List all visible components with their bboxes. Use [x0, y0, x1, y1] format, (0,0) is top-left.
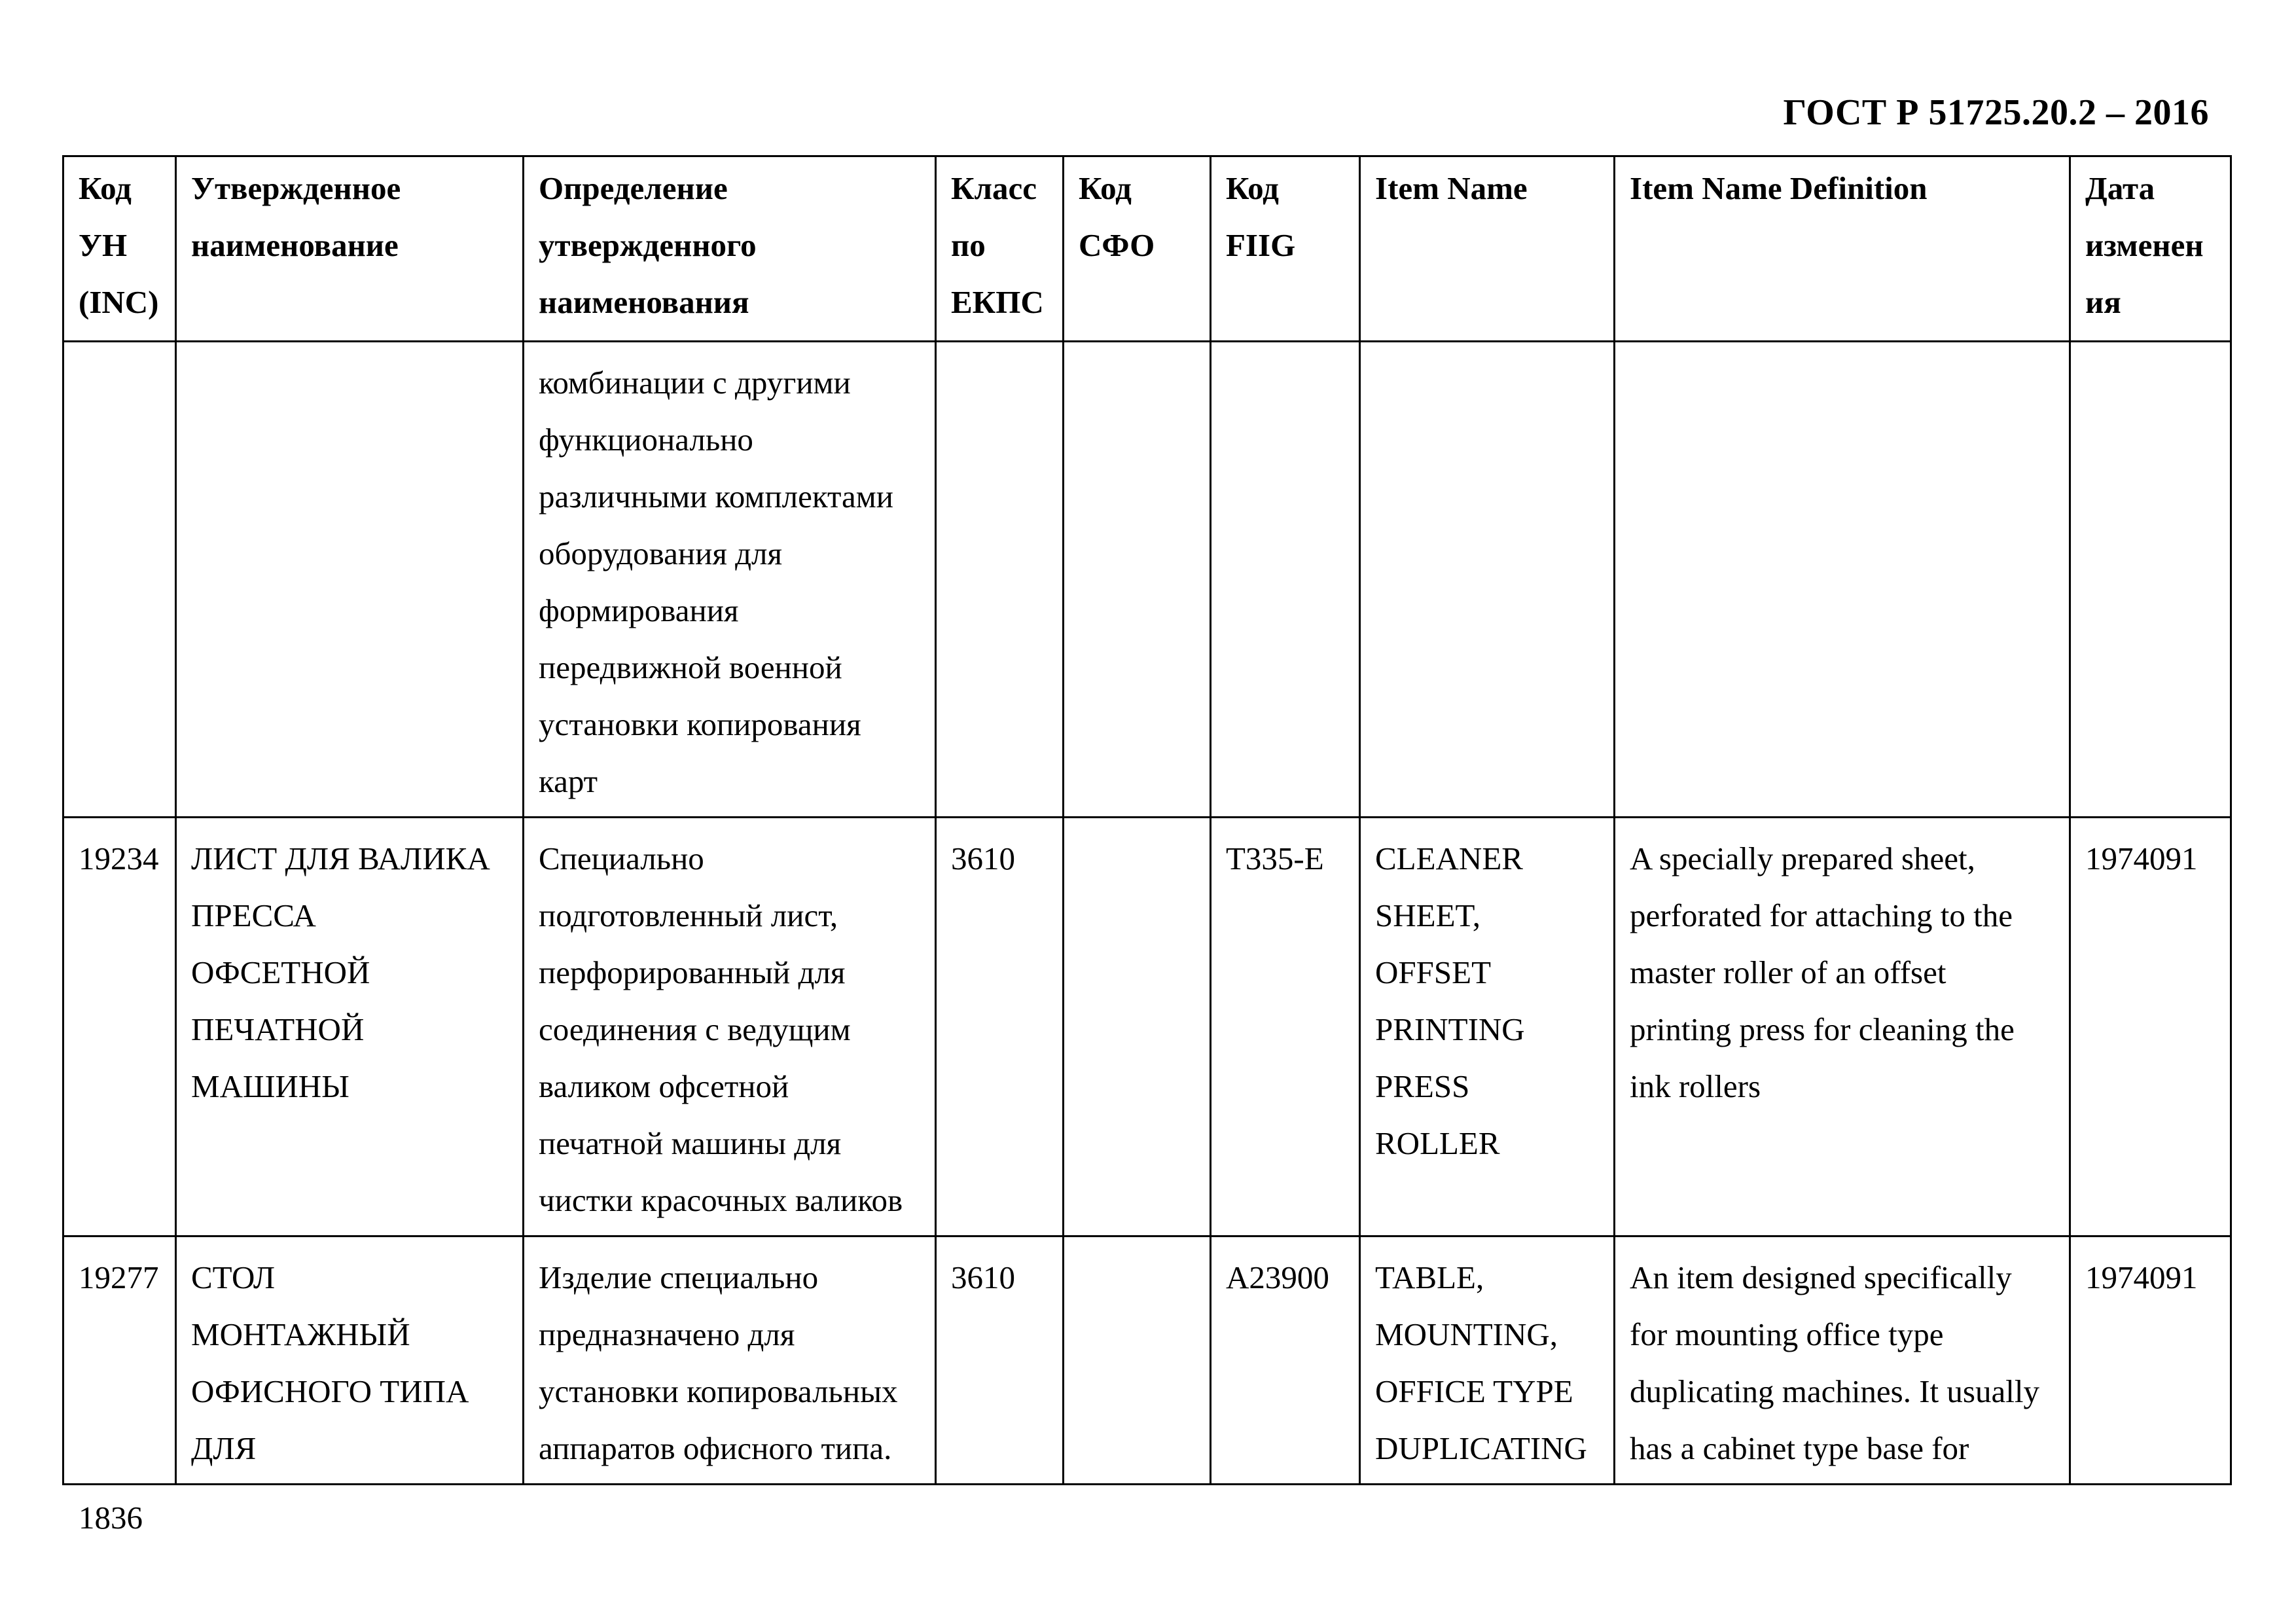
cell-date: 1974091: [2070, 1236, 2231, 1485]
registry-table: [62, 155, 2232, 1485]
cell-item-definition: An item designed specifically for mounting office type duplicating machines. It usually has a cabinet type base for: [1615, 1236, 2070, 1485]
column-header-name-definition: Определение утвержденного наименования: [524, 156, 936, 342]
cell-date: [2070, 342, 2231, 818]
cell-definition: Изделие специально предназначено для установки копировальных аппаратов офисного типа.: [524, 1236, 936, 1485]
table-header-row: [63, 156, 2231, 342]
page-number: 1836: [79, 1500, 143, 1536]
cell-date: 1974091: [2070, 818, 2231, 1236]
cell-item-definition: [1615, 342, 2070, 818]
table-row-continuation: [63, 342, 2231, 818]
column-header-change-date: Дата изменен ия: [2070, 156, 2231, 342]
cell-sfo: [1064, 342, 1211, 818]
cell-sfo: [1064, 818, 1211, 1236]
cell-class: 3610: [936, 1236, 1064, 1485]
column-header-item-name-definition: Item Name Definition: [1615, 156, 2070, 342]
cell-class: [936, 342, 1064, 818]
column-header-item-name: Item Name: [1360, 156, 1615, 342]
table-row: [63, 818, 2231, 1236]
cell-fiig: A23900: [1211, 1236, 1360, 1485]
column-header-approved-name: Утвержденное наименование: [176, 156, 524, 342]
column-header-ekps-class: Класс по ЕКПС: [936, 156, 1064, 342]
cell-name: [176, 342, 524, 818]
document-standard-title: ГОСТ Р 51725.20.2 – 2016: [1783, 92, 2209, 133]
cell-item-name: [1360, 342, 1615, 818]
column-header-inc: Код УН (INC): [63, 156, 176, 342]
cell-fiig: T335-E: [1211, 818, 1360, 1236]
column-header-sfo-code: Код СФО: [1064, 156, 1211, 342]
table-row: [63, 1236, 2231, 1485]
cell-name: СТОЛ МОНТАЖНЫЙ ОФИСНОГО ТИПА ДЛЯ: [176, 1236, 524, 1485]
column-header-fiig-code: Код FIIG: [1211, 156, 1360, 342]
cell-inc: [63, 342, 176, 818]
cell-class: 3610: [936, 818, 1064, 1236]
cell-inc: 19234: [63, 818, 176, 1236]
cell-name: ЛИСТ ДЛЯ ВАЛИКА ПРЕССА ОФСЕТНОЙ ПЕЧАТНОЙ МАШИНЫ: [176, 818, 524, 1236]
cell-inc: 19277: [63, 1236, 176, 1485]
cell-sfo: [1064, 1236, 1211, 1485]
cell-item-name: CLEANER SHEET, OFFSET PRINTING PRESS ROLLER: [1360, 818, 1615, 1236]
cell-item-definition: A specially prepared sheet, perforated for attaching to the master roller of an offset printing press for cleaning the ink rollers: [1615, 818, 2070, 1236]
cell-definition: комбинации с другими функционально различными комплектами оборудования для формирования передвижной военной установки копирования карт: [524, 342, 936, 818]
cell-item-name: TABLE, MOUNTING, OFFICE TYPE DUPLICATING: [1360, 1236, 1615, 1485]
cell-definition: Специально подготовленный лист, перфорированный для соединения с ведущим валиком офсетной печатной машины для чистки красочных валиков: [524, 818, 936, 1236]
cell-fiig: [1211, 342, 1360, 818]
